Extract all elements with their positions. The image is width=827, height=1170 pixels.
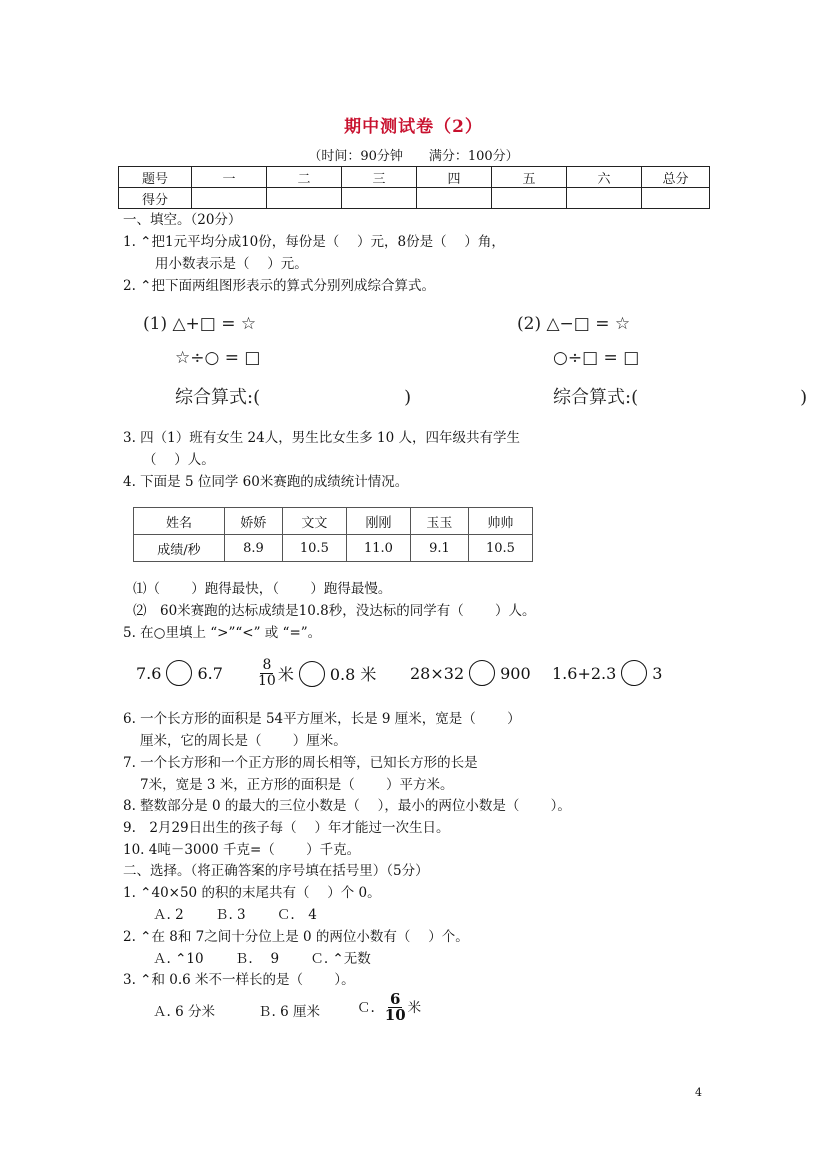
running-results-table (133, 507, 533, 562)
table-cell: 姓名 (134, 508, 225, 535)
table-row (134, 508, 533, 535)
compare-circle[interactable] (299, 661, 325, 687)
score-blank-cell[interactable] (417, 188, 492, 209)
formula-group-1-line-2: ☆÷○ = □ (175, 348, 261, 368)
compare-circle[interactable] (621, 660, 647, 686)
question-6-line-1: 6. 一个长方形的面积是 54平方厘米，长是 9 厘米，宽是（ ） (123, 711, 521, 727)
fraction-numerator: 8 (262, 657, 272, 673)
compare-circle[interactable] (166, 660, 192, 686)
score-cell: 总分 (642, 167, 710, 188)
score-cell: 题号 (119, 167, 192, 188)
page-number: 4 (695, 1086, 702, 1099)
score-blank-cell[interactable] (567, 188, 642, 209)
section-2-heading: 二、选择。（将正确答案的序号填在括号里）（5分） (123, 863, 429, 879)
option-unit: 米 (407, 999, 422, 1016)
exam-title: 期中测试卷（2） (344, 117, 483, 137)
question-4-part-2: ⑵ 60米赛跑的达标成绩是10.8秒，没达标的同学有（ ）人。 (133, 603, 536, 619)
score-blank-cell[interactable] (492, 188, 567, 209)
score-cell: 二 (267, 167, 342, 188)
score-table-header-row (119, 167, 710, 188)
table-cell: 10.5 (282, 535, 346, 562)
question-3-line-2: （ ）人。 (143, 452, 215, 468)
choice-question-1-options: Ａ. 2 Ｂ. 3 Ｃ. 4 (153, 907, 317, 923)
table-cell: 刚刚 (346, 508, 410, 535)
score-table (118, 166, 710, 209)
fraction (258, 658, 276, 689)
question-5: 5. 在○里填上 “>”“<” 或 “=”。 (123, 625, 322, 641)
compare-right: 900 (500, 663, 531, 683)
question-6-line-2: 厘米，它的周长是（ ）厘米。 (140, 733, 347, 749)
compare-left: 28×32 (410, 663, 465, 683)
compare-right: 3 (652, 663, 663, 683)
score-table-score-row (119, 188, 710, 209)
choice-question-1: 1. ⌃40×50 的积的末尾共有（ ）个 0。 (123, 885, 381, 901)
fraction (385, 992, 406, 1023)
table-cell: 玉玉 (411, 508, 469, 535)
option-letter: Ｃ. (357, 999, 375, 1016)
question-8: 8. 整数部分是 0 的最大的三位小数是（ ），最小的两位小数是（ ）。 (123, 798, 571, 814)
choice-question-2-options: Ａ. ⌃10 Ｂ. 9 Ｃ. ⌃无数 (153, 951, 371, 967)
question-2: 2. ⌃把下面两组图形表示的算式分别列成综合算式。 (123, 278, 435, 294)
question-10: 10. 4吨－3000 千克=（ ）千克。 (123, 842, 361, 858)
choice-3-option-b: Ｂ. 6 厘米 (258, 1004, 320, 1020)
fraction-numerator: 6 (390, 990, 401, 1008)
compare-item-d (552, 660, 662, 686)
table-cell: 10.5 (468, 535, 532, 562)
table-cell: 娇娇 (225, 508, 283, 535)
exam-subtitle: （时间：90分钟 满分：100分） (308, 149, 519, 164)
compare-right: 0.8 米 (329, 665, 377, 684)
choice-question-2: 2. ⌃在 8和 7之间十分位上是 0 的两位小数有（ ）个。 (123, 929, 469, 945)
score-blank-cell[interactable] (192, 188, 267, 209)
compare-left: 7.6 (136, 663, 162, 683)
formula-group-2-line-2: ○÷□ = □ (553, 348, 640, 368)
table-cell: 8.9 (225, 535, 283, 562)
compare-item-c (410, 660, 531, 686)
question-3-line-1: 3. 四（1）班有女生 24人，男生比女生多 10 人，四年级共有学生 (123, 430, 520, 446)
table-cell: 成绩/秒 (134, 535, 225, 562)
score-cell: 五 (492, 167, 567, 188)
compare-item-a (136, 660, 223, 686)
fraction-denominator: 10 (384, 1006, 406, 1024)
table-cell: 9.1 (411, 535, 469, 562)
choice-question-3: 3. ⌃和 0.6 米不一样长的是（ ）。 (123, 972, 355, 988)
compare-item-b (258, 658, 376, 689)
fraction-denominator: 10 (258, 673, 276, 689)
score-cell: 六 (567, 167, 642, 188)
score-blank-cell[interactable] (342, 188, 417, 209)
choice-3-option-c (357, 992, 421, 1023)
question-4: 4. 下面是 5 位同学 60米赛跑的成绩统计情况。 (123, 474, 409, 490)
score-cell: 得分 (119, 188, 192, 209)
compare-left: 1.6+2.3 (552, 663, 617, 683)
score-cell: 四 (417, 167, 492, 188)
table-cell: 11.0 (346, 535, 410, 562)
formula-group-1-answer: 综合算式:( ) (175, 387, 412, 408)
question-7-line-2: 7米，宽是 3 米，正方形的面积是（ ）平方米。 (140, 777, 454, 793)
question-7-line-1: 7. 一个长方形和一个正方形的周长相等，已知长方形的长是 (123, 755, 478, 771)
choice-3-option-a: Ａ. 6 分米 (153, 1004, 215, 1020)
score-cell: 三 (342, 167, 417, 188)
table-cell: 帅帅 (468, 508, 532, 535)
table-row (134, 535, 533, 562)
compare-circle[interactable] (469, 660, 495, 686)
compare-right: 6.7 (197, 663, 223, 683)
formula-group-2-answer: 综合算式:( ) (553, 387, 808, 408)
formula-group-1-line-1: (1) △+□ = ☆ (143, 314, 257, 334)
score-cell: 一 (192, 167, 267, 188)
table-cell: 文文 (282, 508, 346, 535)
question-1-line-2: 用小数表示是（ ）元。 (155, 256, 308, 272)
score-blank-cell[interactable] (642, 188, 710, 209)
section-1-heading: 一、填空。（20分） (123, 212, 242, 228)
formula-group-2-line-1: (2) △−□ = ☆ (517, 314, 631, 334)
question-1-line-1: 1. ⌃把1元平均分成10份，每份是（ ）元，8份是（ ）角， (123, 234, 505, 250)
compare-unit: 米 (277, 665, 294, 684)
question-4-part-1: ⑴（ ）跑得最快，（ ）跑得最慢。 (133, 581, 392, 597)
question-9: 9. 2月29日出生的孩子每（ ）年才能过一次生日。 (123, 820, 450, 836)
score-blank-cell[interactable] (267, 188, 342, 209)
